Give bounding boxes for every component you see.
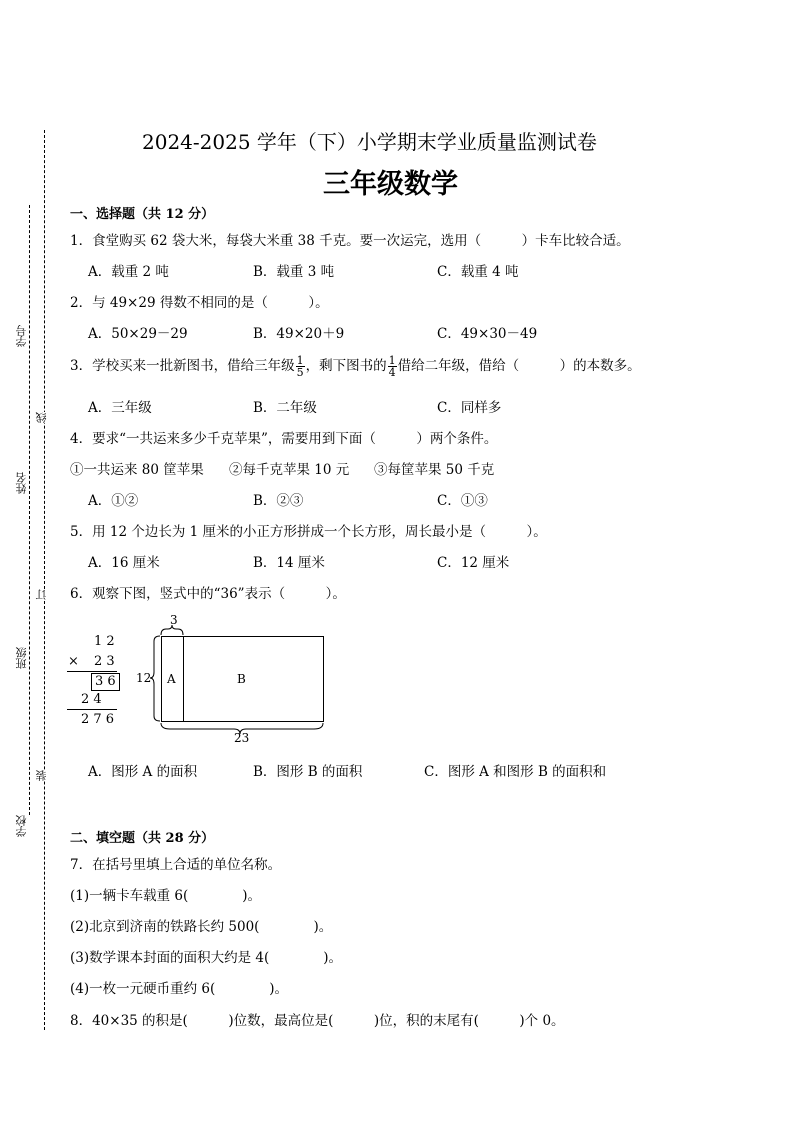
calc-times-sign: × (68, 654, 79, 669)
q1-option-b[interactable]: B．载重 3 吨 (253, 264, 335, 280)
binding-line-outer (44, 130, 45, 1030)
q6-option-c[interactable]: C．图形 A 和图形 B 的面积和 (424, 764, 607, 780)
exam-title: 2024-2025 学年（下）小学期末学业质量监测试卷 (142, 130, 597, 154)
binding-word-bind: 装 (35, 770, 48, 781)
calc-row-276: 2 7 6 (81, 712, 115, 727)
figure-label-a: A (167, 672, 176, 686)
q3-option-a[interactable]: A．三年级 (88, 400, 152, 416)
figure-bottom-label: 23 (234, 731, 250, 745)
binding-line-inner (29, 205, 30, 815)
fraction-one-quarter (388, 355, 397, 378)
q3-stem-part2: ，剩下图书的 (305, 358, 387, 374)
binding-word-line: 线 (35, 412, 48, 423)
area-figure (130, 610, 340, 750)
q2-option-b[interactable]: B．49×20＋9 (253, 326, 345, 342)
q2-stem: 2．与 49×29 得数不相同的是（ ）。 (70, 295, 329, 311)
q6-stem: 6．观察下图，竖式中的“36”表示（ ）。 (70, 586, 346, 602)
calc-row-24: 2 4 (81, 692, 102, 707)
q4-option-c[interactable]: C．①③ (437, 493, 488, 509)
q4-condition-1: ①一共运来 80 筐苹果 (70, 462, 204, 478)
fraction1-numerator: 1 (296, 354, 304, 367)
q7-item-2: (2)北京到济南的铁路长约 500( )。 (70, 919, 333, 935)
calc-row-23: 2 3 (94, 654, 115, 669)
q3-stem-part3: 借给二年级，借给（ ）的本数多。 (397, 358, 641, 374)
q4-option-a[interactable]: A．①② (88, 493, 139, 509)
q4-condition-3: ③每筐苹果 50 千克 (374, 462, 495, 478)
name-label: 姓名 (15, 472, 28, 494)
fraction2-denominator: 4 (388, 366, 396, 379)
q4-stem: 4．要求“一共运来多少千克苹果”，需要用到下面（ ）两个条件。 (70, 431, 498, 447)
student-id-label: 学号 (15, 325, 28, 347)
figure-top-label: 3 (170, 613, 178, 627)
calc-row-36-boxed: 3 6 (91, 673, 120, 691)
q8-stem: 8．40×35 的积是( )位数，最高位是( )位，积的末尾有( )个 0。 (70, 1013, 565, 1029)
school-label: 学校 (15, 815, 28, 837)
calc-row-12: 1 2 (94, 634, 115, 649)
fraction1-denominator: 5 (296, 366, 304, 379)
calc-line-1 (67, 671, 117, 672)
q2-option-c[interactable]: C．49×30－49 (437, 326, 538, 342)
q2-option-a[interactable]: A．50×29－29 (88, 326, 188, 342)
q5-option-a[interactable]: A．16 厘米 (88, 555, 160, 571)
exam-subtitle: 三年级数学 (323, 169, 458, 200)
q6-option-a[interactable]: A．图形 A 的面积 (88, 764, 198, 780)
figure-side-label: 12 (136, 671, 152, 685)
q7-item-1: (1)一辆卡车载重 6( )。 (70, 888, 262, 904)
q3-option-b[interactable]: B．二年级 (253, 400, 317, 416)
q7-item-4: (4)一枚一元硬币重约 6( )。 (70, 981, 289, 997)
q1-stem: 1．食堂购买 62 袋大米，每袋大米重 38 千克。要一次运完，选用（ ）卡车比较合适。 (70, 233, 630, 249)
calc-line-2 (67, 709, 117, 710)
q5-option-c[interactable]: C．12 厘米 (437, 555, 510, 571)
q1-option-c[interactable]: C．载重 4 吨 (437, 264, 519, 280)
q6-option-b[interactable]: B．图形 B 的面积 (253, 764, 363, 780)
class-label: 班级 (15, 647, 28, 669)
q7-item-3: (3)数学课本封面的面积大约是 4( )。 (70, 950, 343, 966)
binding-word-staple: 订 (35, 589, 48, 600)
q4-condition-2: ②每千克苹果 10 元 (229, 462, 350, 478)
rectangle-b (182, 636, 324, 722)
figure-label-b: B (237, 672, 246, 686)
fraction2-numerator: 1 (388, 354, 396, 367)
fraction-one-fifth (296, 355, 305, 378)
q7-stem: 7．在括号里填上合适的单位名称。 (70, 857, 282, 873)
section1-title: 一、选择题（共 12 分） (70, 207, 215, 222)
q3-stem-part1: 3．学校买来一批新图书，借给三年级 (70, 358, 295, 374)
q4-option-b[interactable]: B．②③ (253, 493, 304, 509)
q5-stem: 5．用 12 个边长为 1 厘米的小正方形拼成一个长方形，周长最小是（ ）。 (70, 524, 547, 540)
q1-option-a[interactable]: A．载重 2 吨 (88, 264, 169, 280)
vertical-calculation (64, 634, 124, 734)
q3-option-c[interactable]: C．同样多 (437, 400, 502, 416)
q5-option-b[interactable]: B．14 厘米 (253, 555, 325, 571)
q3-stem (70, 352, 641, 380)
section2-title: 二、填空题（共 28 分） (70, 831, 215, 846)
